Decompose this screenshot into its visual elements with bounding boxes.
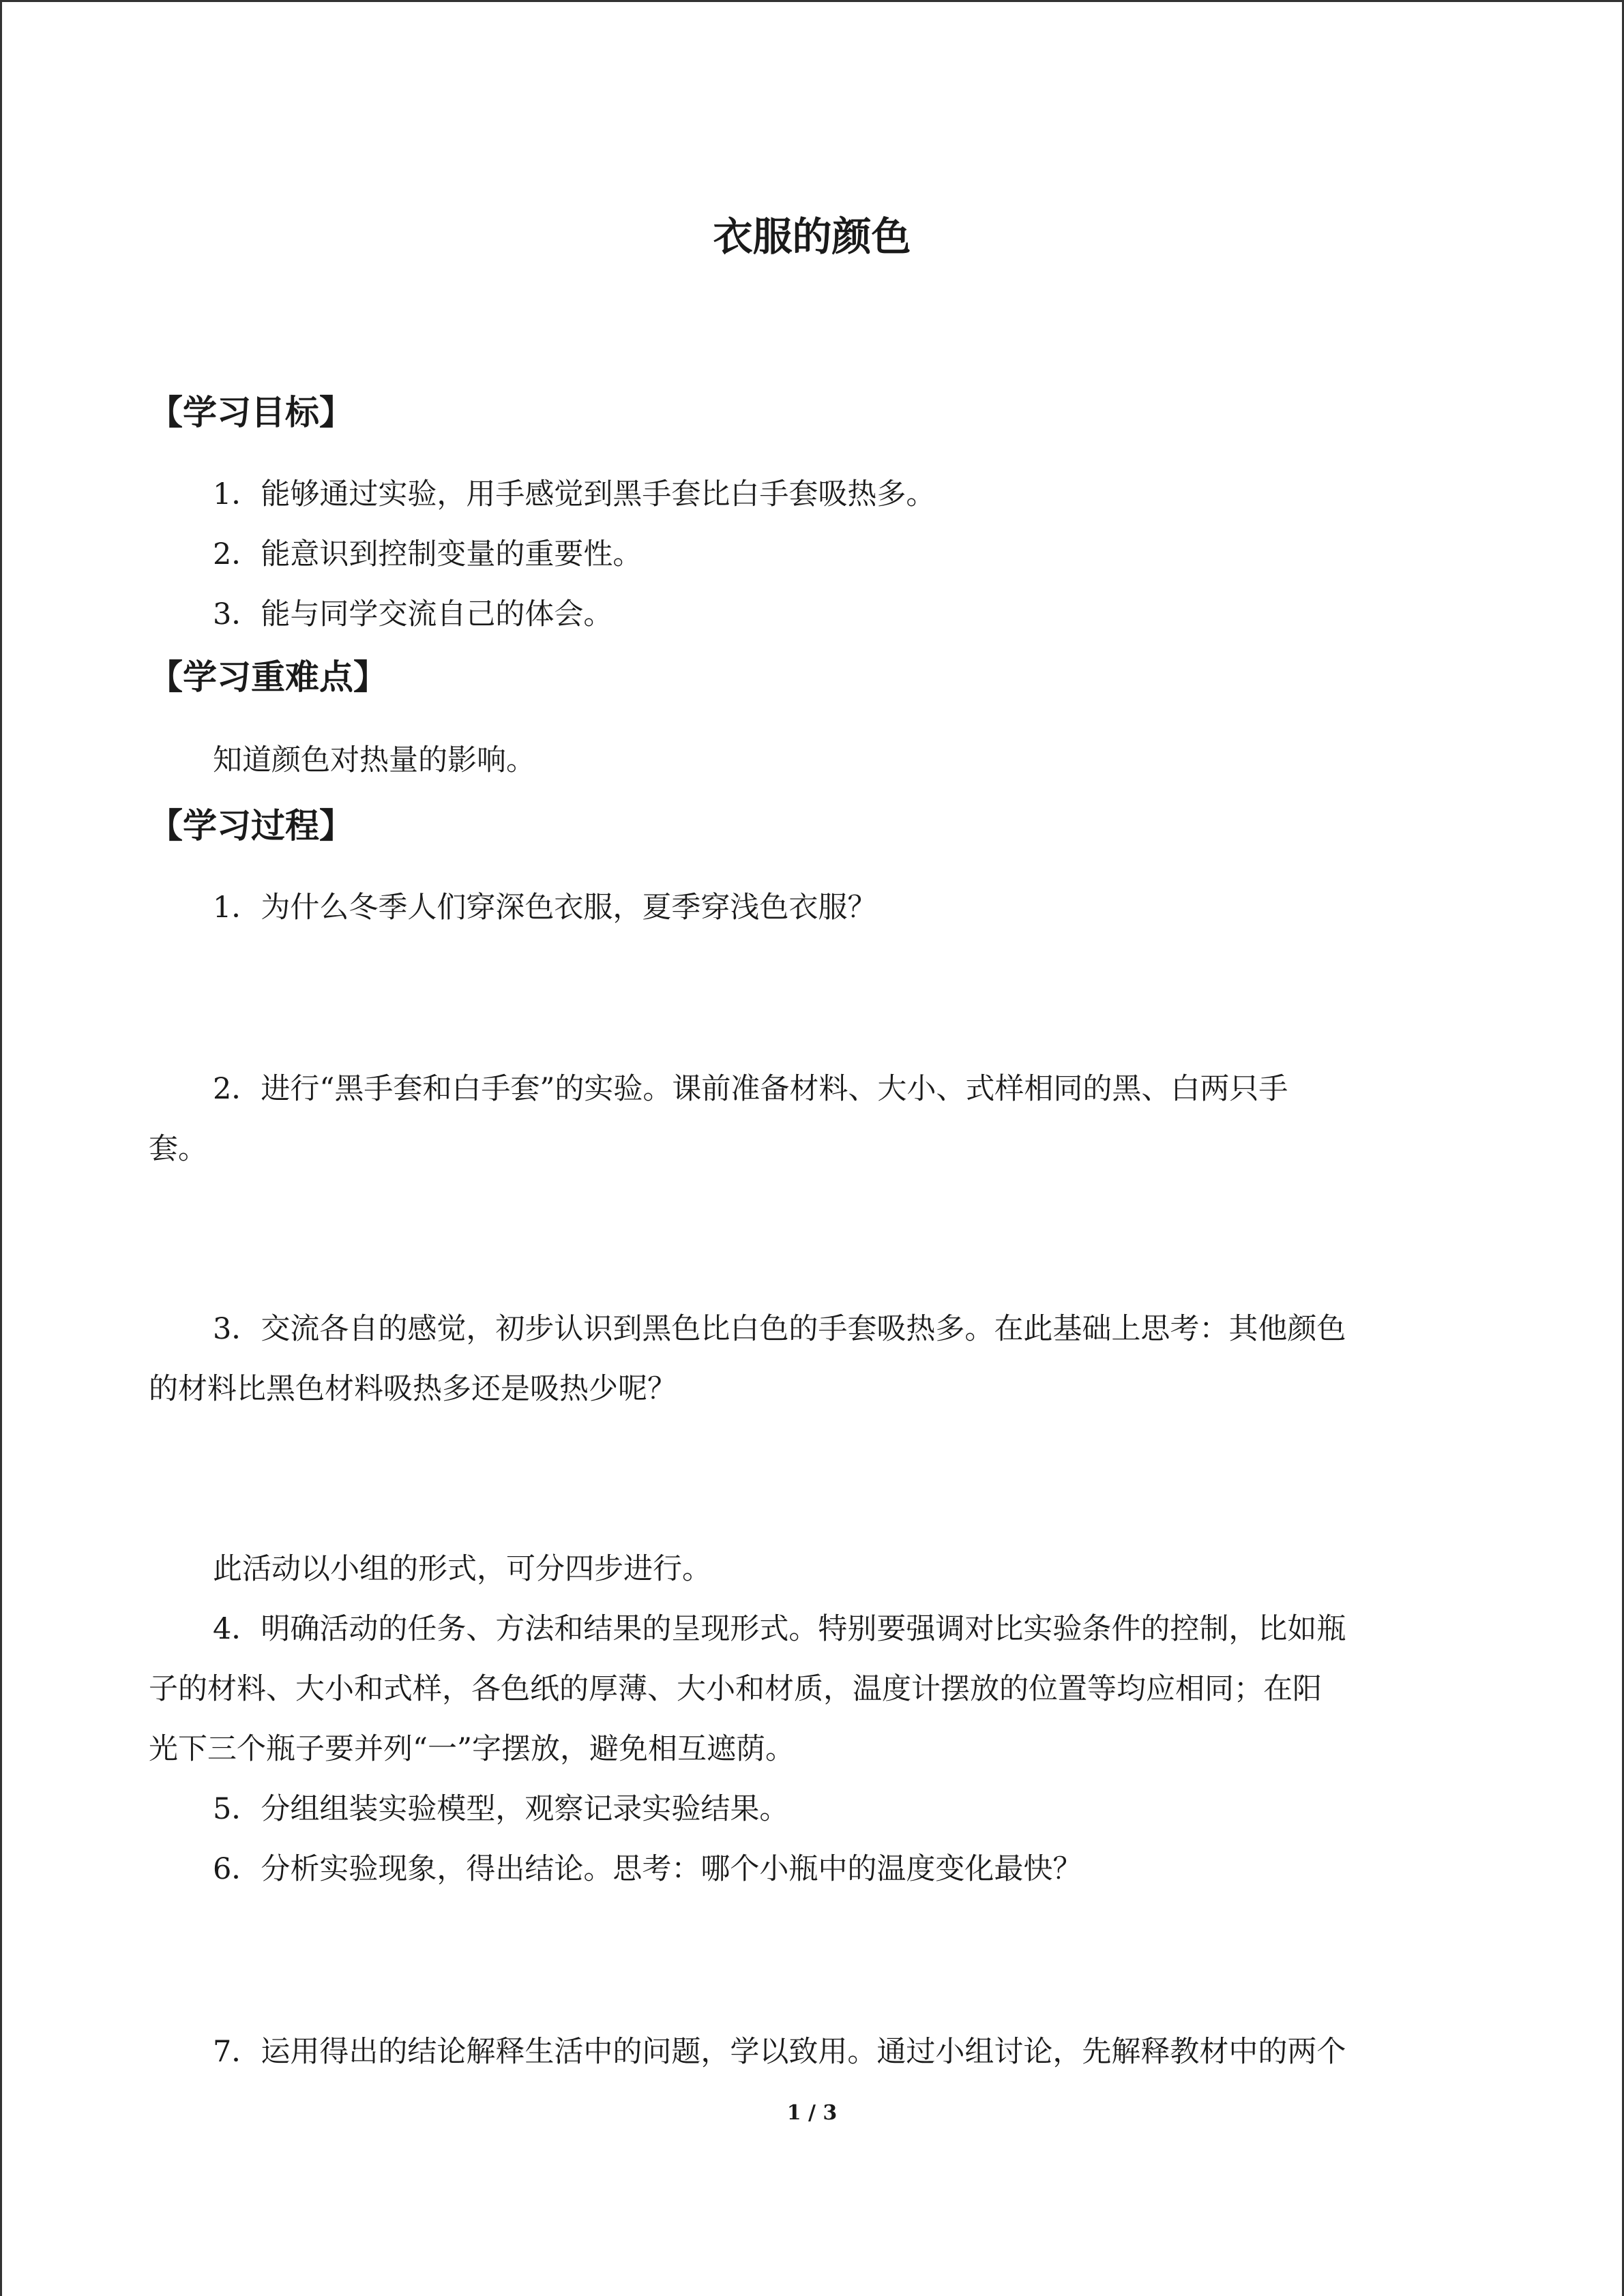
process-line-4: 3．交流各自的感觉，初步认识到黑色比白色的手套吸热多。在此基础上思考：其他颜色 <box>213 1312 1346 1346</box>
process-line-5: 的材料比黑色材料吸热多还是吸热少呢？ <box>149 1372 677 1406</box>
process-line-1: 1．为什么冬季人们穿深色衣服，夏季穿浅色衣服？ <box>213 891 877 925</box>
objective-item-3: 3．能与同学交流自己的体会。 <box>213 597 613 631</box>
process-line-8: 子的材料、大小和式样，各色纸的厚薄、大小和材质，温度计摆放的位置等均应相同；在阳 <box>149 1672 1322 1706</box>
page-number: 1 / 3 <box>786 2101 838 2125</box>
process-line-7: 4．明确活动的任务、方法和结果的呈现形式。特别要强调对比实验条件的控制，比如瓶 <box>213 1612 1346 1646</box>
process-line-6: 此活动以小组的形式，可分四步进行。 <box>213 1552 711 1586</box>
heading-objectives: 【学习目标】 <box>149 393 353 432</box>
process-line-9: 光下三个瓶子要并列“一”字摆放，避免相互遮荫。 <box>149 1732 795 1766</box>
process-line-12: 7．运用得出的结论解释生活中的问题，学以致用。通过小组讨论，先解释教材中的两个 <box>213 2035 1346 2069</box>
process-line-3: 套。 <box>149 1132 207 1166</box>
page-title: 衣服的颜色 <box>713 213 911 260</box>
heading-key-points: 【学习重难点】 <box>149 657 387 697</box>
objective-item-1: 1．能够通过实验，用手感觉到黑手套比白手套吸热多。 <box>213 477 936 511</box>
key-points-text: 知道颜色对热量的影响。 <box>213 743 535 777</box>
objective-item-2: 2．能意识到控制变量的重要性。 <box>213 537 643 571</box>
process-line-11: 6．分析实验现象，得出结论。思考：哪个小瓶中的温度变化最快？ <box>213 1852 1082 1886</box>
process-line-10: 5．分组组装实验模型，观察记录实验结果。 <box>213 1792 789 1826</box>
process-line-2: 2．进行“黑手套和白手套”的实验。课前准备材料、大小、式样相同的黑、白两只手 <box>213 1072 1288 1106</box>
heading-process: 【学习过程】 <box>149 806 353 846</box>
